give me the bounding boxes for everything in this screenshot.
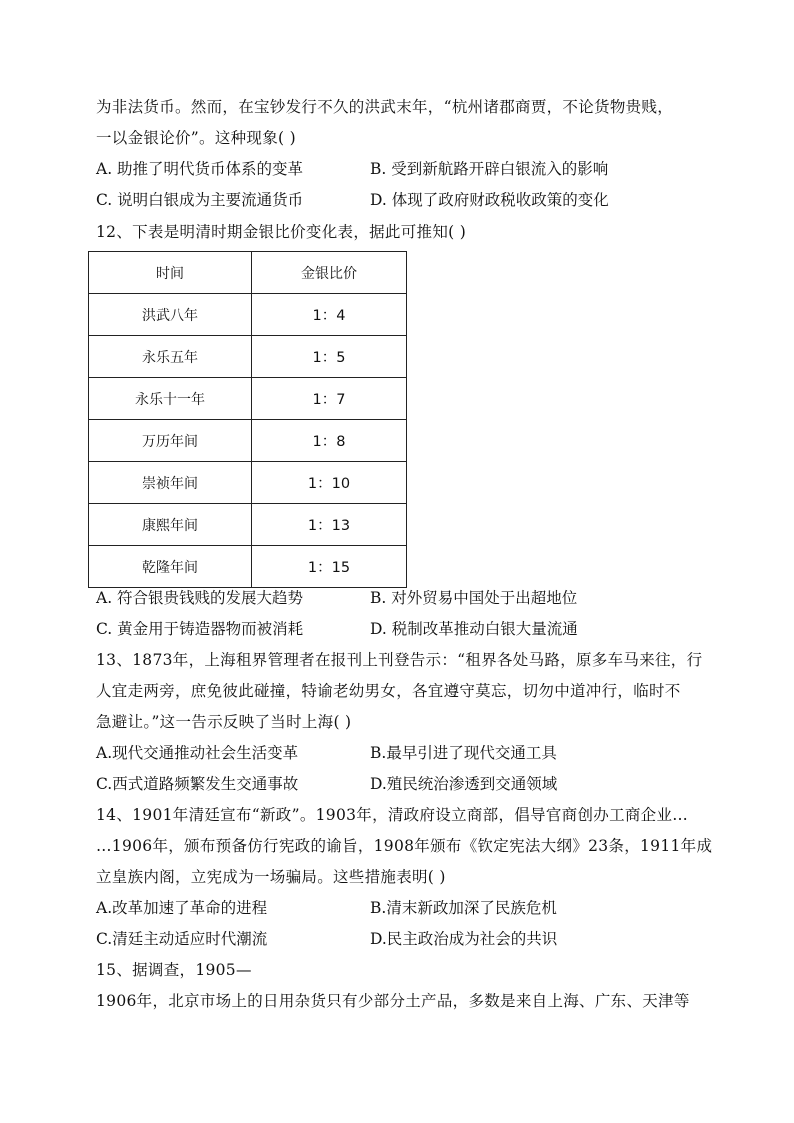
q11-stem-line-1: 为非法货币。然而，在宝钞发行不久的洪武末年，“杭州诸郡商贾，不论货物贵贱， bbox=[96, 98, 674, 116]
table-row bbox=[89, 378, 407, 420]
q14-option-a[interactable]: A.改革加速了革命的进程 bbox=[96, 899, 268, 917]
table-header-time: 时间 bbox=[89, 252, 252, 294]
table-cell-period: 崇祯年间 bbox=[89, 462, 252, 504]
q14-options-row-1 bbox=[96, 897, 736, 919]
q11-stem-line-2: 一以金银论价”。这种现象( ) bbox=[96, 129, 296, 147]
q12-options-row-1 bbox=[96, 587, 736, 609]
q14-stem-line-1: 14、1901年清廷宣布“新政”。1903年，清政府设立商部，倡导官商创办工商企业… bbox=[96, 806, 689, 824]
q12-options-row-2 bbox=[96, 618, 736, 640]
table-cell-ratio: 1：8 bbox=[252, 420, 407, 462]
q14-option-b[interactable]: B.清末新政加深了民族危机 bbox=[370, 899, 557, 917]
table-cell-ratio: 1：10 bbox=[252, 462, 407, 504]
q12-option-a[interactable]: A. 符合银贵钱贱的发展大趋势 bbox=[96, 589, 304, 607]
table-cell-period: 洪武八年 bbox=[89, 294, 252, 336]
q12-option-c[interactable]: C. 黄金用于铸造器物而被消耗 bbox=[96, 620, 304, 638]
q13-option-d[interactable]: D.殖民统治渗透到交通领域 bbox=[370, 775, 558, 793]
q11-options-row-2 bbox=[96, 189, 736, 211]
q11-option-b[interactable]: B. 受到新航路开辟白银流入的影响 bbox=[370, 160, 609, 178]
table-cell-period: 永乐五年 bbox=[89, 336, 252, 378]
table-row bbox=[89, 294, 407, 336]
q14-stem-line-3: 立皇族内阁，立宪成为一场骗局。这些措施表明( ) bbox=[96, 868, 446, 886]
q11-option-a[interactable]: A. 助推了明代货币体系的变革 bbox=[96, 160, 304, 178]
table-row bbox=[89, 462, 407, 504]
q14-option-c[interactable]: C.清廷主动适应时代潮流 bbox=[96, 930, 268, 948]
gold-silver-ratio-table bbox=[88, 251, 407, 588]
q14-option-d[interactable]: D.民主政治成为社会的共识 bbox=[370, 930, 558, 948]
q13-options-row-2 bbox=[96, 773, 736, 795]
table-row bbox=[89, 336, 407, 378]
table-cell-ratio: 1：7 bbox=[252, 378, 407, 420]
q13-option-c[interactable]: C.西式道路频繁发生交通事故 bbox=[96, 775, 299, 793]
table-row bbox=[89, 420, 407, 462]
q14-stem-line-2: …1906年，颁布预备仿行宪政的谕旨，1908年颁布《钦定宪法大纲》23条，1911年成 bbox=[96, 837, 713, 855]
table-header-ratio: 金银比价 bbox=[252, 252, 407, 294]
q11-option-d[interactable]: D. 体现了政府财政税收政策的变化 bbox=[370, 191, 609, 209]
table-cell-ratio: 1：15 bbox=[252, 546, 407, 588]
q11-option-c[interactable]: C. 说明白银成为主要流通货币 bbox=[96, 191, 304, 209]
table-cell-period: 康熙年间 bbox=[89, 504, 252, 546]
table-cell-ratio: 1：5 bbox=[252, 336, 407, 378]
table-cell-period: 永乐十一年 bbox=[89, 378, 252, 420]
table-row bbox=[89, 504, 407, 546]
q15-stem-line-1: 15、据调查，1905— bbox=[96, 961, 252, 979]
q12-option-d[interactable]: D. 税制改革推动白银大量流通 bbox=[370, 620, 578, 638]
q15-stem-line-2: 1906年，北京市场上的日用杂货只有少部分土产品，多数是来自上海、广东、天津等 bbox=[96, 992, 690, 1010]
q13-stem-line-2: 人宜走两旁，庶免彼此碰撞，特谕老幼男女，各宜遵守莫忘，切勿中道冲行，临时不 bbox=[96, 682, 681, 700]
q13-options-row-1 bbox=[96, 742, 736, 764]
table-header-row bbox=[89, 252, 407, 294]
q13-option-a[interactable]: A.现代交通推动社会生活变革 bbox=[96, 744, 299, 762]
table-cell-ratio: 1：13 bbox=[252, 504, 407, 546]
q13-option-b[interactable]: B.最早引进了现代交通工具 bbox=[370, 744, 557, 762]
q13-stem-line-3: 急避让。”这一告示反映了当时上海( ) bbox=[96, 713, 352, 731]
q12-stem: 12、下表是明清时期金银比价变化表，据此可推知( ) bbox=[96, 223, 467, 241]
q13-stem-line-1: 13、1873年，上海租界管理者在报刊上刊登告示：“租界各处马路，原多车马来往，行 bbox=[96, 651, 703, 669]
q14-options-row-2 bbox=[96, 928, 736, 950]
table-cell-period: 万历年间 bbox=[89, 420, 252, 462]
q12-option-b[interactable]: B. 对外贸易中国处于出超地位 bbox=[370, 589, 578, 607]
q11-options-row-1 bbox=[96, 158, 736, 180]
table-cell-ratio: 1：4 bbox=[252, 294, 407, 336]
table-row bbox=[89, 546, 407, 588]
table-cell-period: 乾隆年间 bbox=[89, 546, 252, 588]
